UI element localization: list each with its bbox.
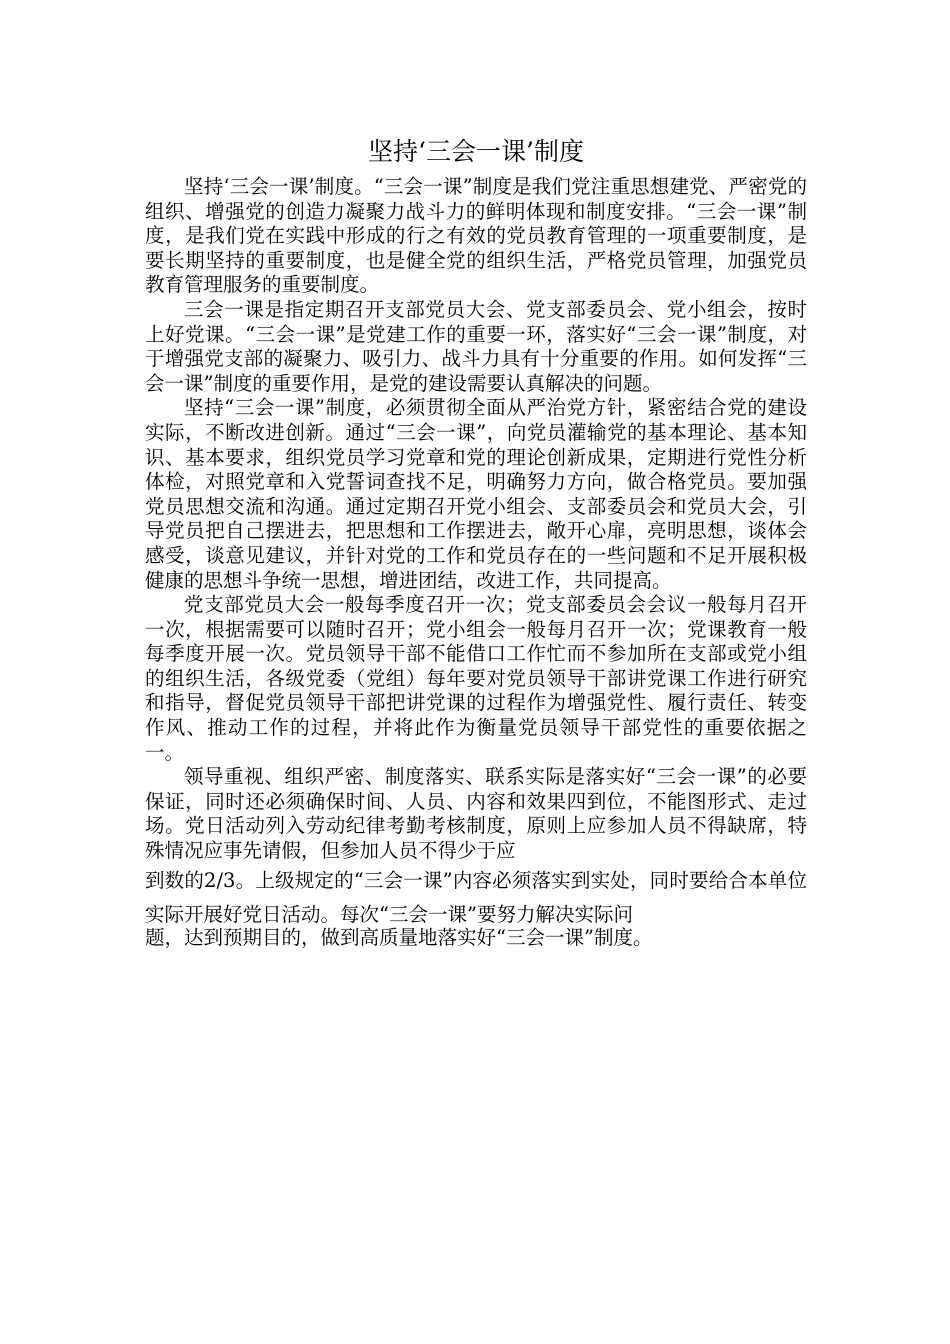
paragraph-5-end: 题，达到预期目的，做到高质量地落实好“三会一课”制度。	[145, 925, 653, 949]
paragraph-3: 坚持“三会一课”制度，必须贯彻全面从严治党方针，紧密结合党的建设实际，不断改进创新。通过“三会一课”，向党员灌输党的基本理论、基本知识、基本要求，组织党员学习党章和党的理论创新成果，定期进行党性分析体检，对照党章和入党誓词查找不足，明确努力方向，做合格党员。要加强党员思想交流和沟通。通过定期召开党小组会、支部委员会和党员大会，引导党员把自己摆进去，把思想和工作摆进去，敞开心扉，亮明思想，谈体会感受，谈意见建议，并针对党的工作和党员存在的一些问题和不足开展积极健康的思想斗争统一思想，增进团结，改进工作，共同提高。	[145, 396, 807, 592]
paragraph-4: 党支部党员大会一般每季度召开一次；党支部委员会会议一般每月召开一次，根据需要可以随时召开；党小组会一般每月召开一次；党课教育一般每季度开展一次。党员领导干部不能借口工作忙而不参加所在支部或党小组的组织生活，各级党委（党组）每年要对党员领导干部讲党课工作进行研究和指导，督促党员领导干部把讲党课的过程作为增强党性、履行责任、转变作风、推动工作的过程，并将此作为衡量党员领导干部党性的重要依据之一。	[145, 593, 807, 764]
paragraph-5: 领导重视、组织严密、制度落实、联系实际是落实好“三会一课”的必要保证，同时还必须确保时间、人员、内容和效果四到位，不能图形式、走过场。党日活动列入劳动纪律考勤考核制度，原则上应参加人员不得缺席，特殊情况应事先请假，但参加人员不得少于应	[145, 765, 807, 863]
document-title: 坚持‘三会一课’制度	[368, 137, 584, 166]
paragraph-2: 三会一课是指定期召开支部党员大会、党支部委员会、党小组会，按时上好党课。“三会一课”是党建工作的重要一环，落实好“三会一课”制度，对于增强党支部的凝聚力、吸引力、战斗力具有十分重要的作用。如何发挥“三会一课”制度的重要作用，是党的建设需要认真解决的问题。	[145, 297, 807, 395]
paragraph-1: 坚持‘三会一课’制度。“三会一课”制度是我们党注重思想建党、严密党的组织、增强党的创造力凝聚力战斗力的鲜明体现和制度安排。“三会一课”制度，是我们党在实践中形成的行之有效的党员教育管理的一项重要制度，是要长期坚持的重要制度，也是健全党的组织生活，严格党员管理，加强党员教育管理服务的重要制度。	[145, 175, 807, 297]
paragraph-5-continued: 到数的2/3。上级规定的“三会一课”内容必须落实到实处，同时要给合本单位实际开展好党日活动。每次“三会一课”要努力解决实际问	[145, 868, 807, 926]
document-body	[145, 132, 807, 950]
